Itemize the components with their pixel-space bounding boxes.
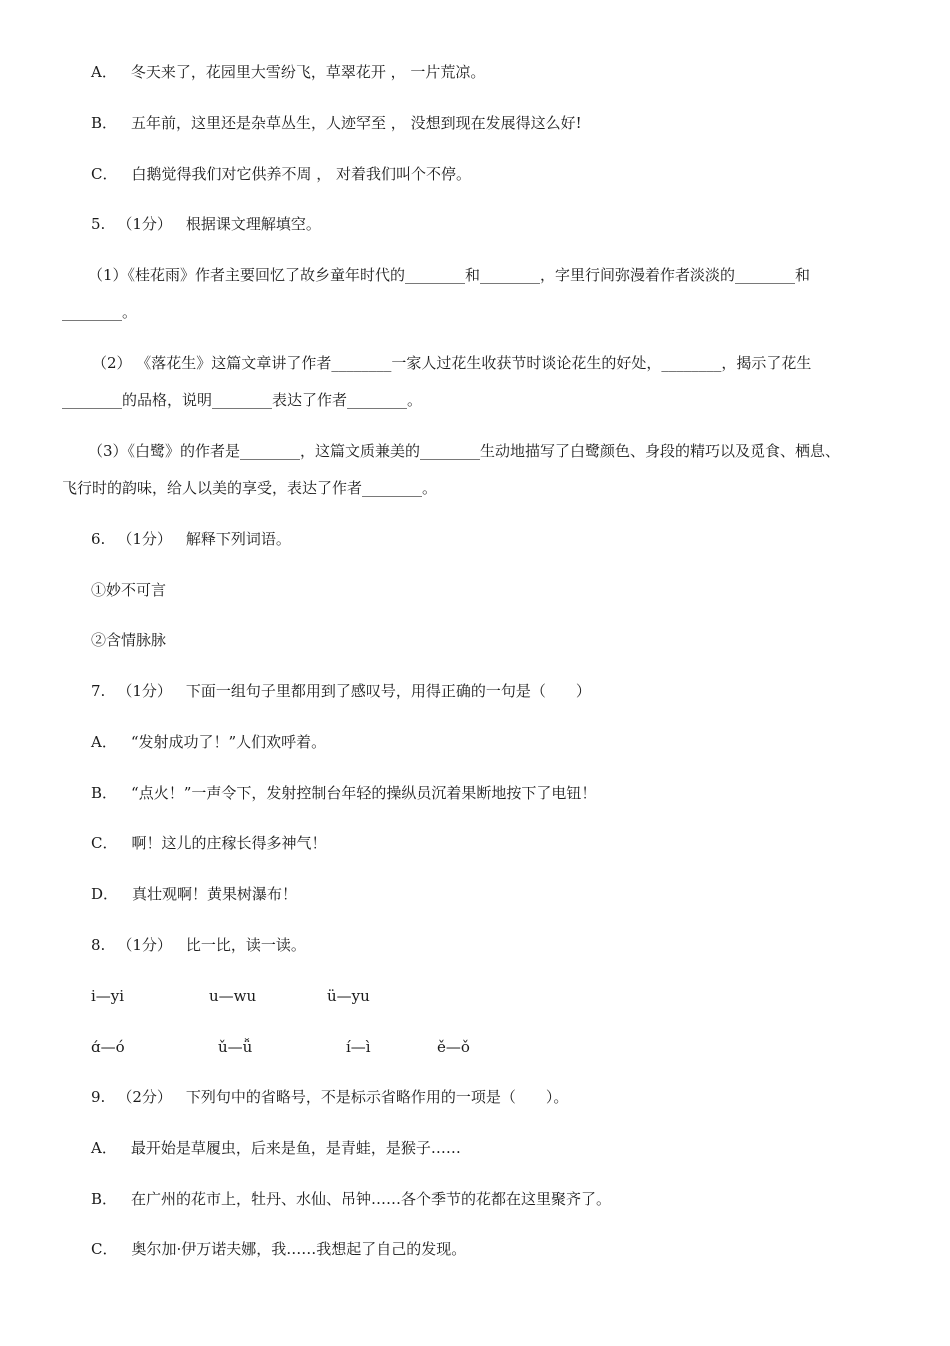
q8-pinyin-row1-item1: i—yi bbox=[91, 987, 125, 1005]
q8-pinyin-row1-item2: u—wu bbox=[209, 987, 257, 1005]
q9-option-b bbox=[91, 1189, 611, 1209]
q8-pinyin-row1-item3: ü—yu bbox=[327, 987, 370, 1005]
question-number: 8. bbox=[91, 936, 106, 954]
q8-pinyin-row2-item4: ě—ǒ bbox=[437, 1038, 470, 1056]
option-text: “发射成功了！”人们欢呼着。 bbox=[130, 733, 327, 751]
q5-sub3-line2: 飞行时的韵味，给人以美的享受，表达了作者________。 bbox=[62, 479, 438, 497]
question-score: （1分） bbox=[117, 936, 172, 954]
question-number: 7. bbox=[91, 682, 106, 700]
question-score: （1分） bbox=[117, 682, 172, 700]
option-text: 真壮观啊！黄果树瀑布！ bbox=[132, 885, 298, 903]
q8-pinyin-row2-item1: ɑ́—ó bbox=[91, 1038, 125, 1056]
question-prompt: 解释下列词语。 bbox=[185, 530, 291, 548]
q6-item-2: ②含情脉脉 bbox=[91, 631, 167, 649]
option-letter: B． bbox=[91, 1190, 118, 1208]
option-letter: A． bbox=[91, 733, 117, 751]
option-text: 在广州的花市上，牡丹、水仙、吊钟……各个季节的花都在这里聚齐了。 bbox=[131, 1190, 612, 1208]
q8-pinyin-row2-item3: í—ì bbox=[346, 1038, 371, 1056]
q5-sub2-line1: （2） 《落花生》这篇文章讲了作者________一家人过花生收获节时谈论花生的好处，________，揭示了花生 bbox=[92, 354, 812, 372]
q4-option-b bbox=[91, 113, 582, 133]
option-letter: B． bbox=[91, 114, 118, 132]
option-letter: A． bbox=[91, 63, 117, 81]
option-text: 啊！这儿的庄稼长得多神气！ bbox=[131, 834, 327, 852]
question-prompt: 下面一组句子里都用到了感叹号，用得正确的一句是（ ） bbox=[185, 682, 591, 700]
q7-header bbox=[91, 681, 591, 701]
q6-header bbox=[91, 529, 291, 549]
option-text: 白鹅觉得我们对它供养不周 ， 对着我们叫个不停。 bbox=[131, 165, 472, 183]
option-letter: B． bbox=[91, 784, 118, 802]
question-prompt: 下列句中的省略号，不是标示省略作用的一项是（ ）。 bbox=[185, 1088, 569, 1106]
option-letter: A． bbox=[91, 1139, 117, 1157]
q5-header bbox=[91, 214, 321, 234]
q9-option-c bbox=[91, 1239, 466, 1259]
q9-option-a bbox=[91, 1138, 461, 1158]
q7-option-d bbox=[91, 884, 297, 904]
q5-sub1-line1: （1）《桂花雨》作者主要回忆了故乡童年时代的________和________，字里行间弥漫着作者淡淡的________和 bbox=[88, 266, 811, 284]
q5-sub1-line2: ________。 bbox=[62, 303, 138, 321]
q4-option-a bbox=[91, 62, 485, 82]
question-score: （2分） bbox=[117, 1088, 172, 1106]
option-letter: C． bbox=[91, 1240, 118, 1258]
question-score: （1分） bbox=[117, 530, 172, 548]
q7-option-b bbox=[91, 783, 596, 803]
q4-option-c bbox=[91, 164, 471, 184]
option-text: 最开始是草履虫，后来是鱼，是青蛙，是猴子…… bbox=[130, 1139, 461, 1157]
q7-option-c bbox=[91, 833, 327, 853]
option-letter: D． bbox=[91, 885, 119, 903]
question-number: 5. bbox=[91, 215, 106, 233]
question-score: （1分） bbox=[117, 215, 172, 233]
question-prompt: 比一比，读一读。 bbox=[185, 936, 306, 954]
option-text: 冬天来了，花园里大雪纷飞，草翠花开 ， 一片荒凉。 bbox=[130, 63, 486, 81]
question-prompt: 根据课文理解填空。 bbox=[185, 215, 321, 233]
q9-header bbox=[91, 1087, 568, 1107]
option-text: 五年前，这里还是杂草丛生，人迹罕至 ， 没想到现在发展得这么好! bbox=[131, 114, 582, 132]
question-number: 9. bbox=[91, 1088, 106, 1106]
option-letter: C． bbox=[91, 834, 118, 852]
option-text: 奥尔加·伊万诺夫娜，我……我想起了自己的发现。 bbox=[131, 1240, 467, 1258]
q6-item-1: ①妙不可言 bbox=[91, 581, 167, 599]
q7-option-a bbox=[91, 732, 326, 752]
q5-sub3-line1: （3）《白鹭》的作者是________，这篇文质兼美的________生动地描写了白鹭颜色、身段的精巧以及觅食、栖息、 bbox=[88, 442, 841, 460]
q8-header bbox=[91, 935, 306, 955]
option-letter: C． bbox=[91, 165, 118, 183]
option-text: “点火！”一声令下，发射控制台年轻的操纵员沉着果断地按下了电钮！ bbox=[131, 784, 597, 802]
q5-sub2-line2: ________的品格，说明________表达了作者________。 bbox=[62, 391, 423, 409]
q8-pinyin-row2-item2: ǔ—ǚ bbox=[218, 1038, 253, 1056]
question-number: 6. bbox=[91, 530, 106, 548]
